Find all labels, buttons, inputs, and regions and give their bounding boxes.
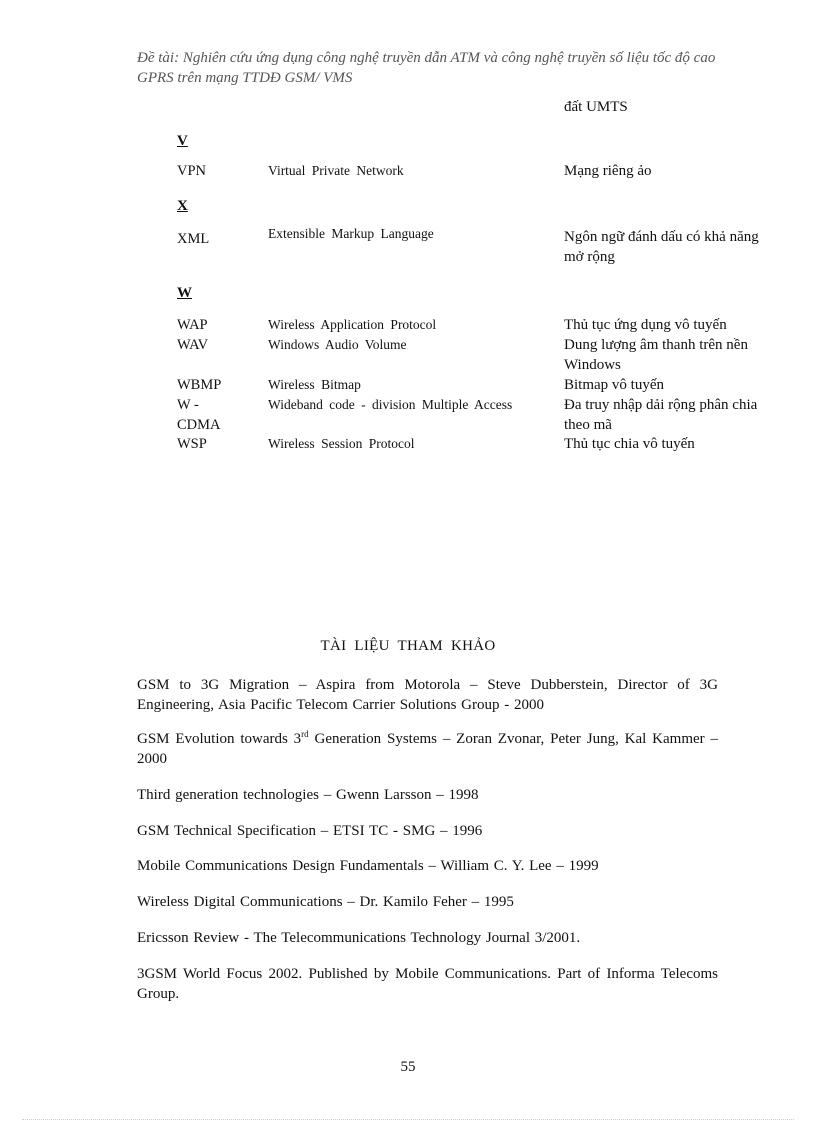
abbr-vietnamese: Mạng riêng ảo [564,163,652,179]
abbr-full-name: Wideband code - division Multiple Access [268,397,513,412]
reference-text: GSM Evolution towards 3 [137,731,302,747]
section-letter-x: X [177,198,188,214]
reference-item: Third generation technologies – Gwenn Larsson – 1998 [137,787,479,803]
abbr-code: W - CDMA [177,397,221,433]
abbr-code: XML [177,231,210,247]
abbr-code: WSP [177,436,207,452]
section-letter-w: W [177,285,192,301]
reference-item: GSM to 3G Migration – Aspira from Motorola – Steve Dubberstein, Director of 3G Engineering, Asia Pacific Telecom Carrier Solutions Group - 2000 [137,677,718,713]
abbr-vietnamese: Dung lượng âm thanh trên nền Windows [564,337,748,373]
abbr-vietnamese: Thủ tục ứng dụng vô tuyến [564,317,727,333]
reference-item: 3GSM World Focus 2002. Published by Mobile Communications. Part of Informa Telecoms Group. [137,966,718,1002]
abbr-full-name: Windows Audio Volume [268,337,407,352]
reference-item: GSM Technical Specification – ETSI TC - SMG – 1996 [137,823,483,839]
reference-superscript: rd [301,729,309,739]
abbr-vietnamese: Đa truy nhập dải rộng phân chia theo mã [564,397,758,433]
reference-item: Ericsson Review - The Telecommunications Technology Journal 3/2001. [137,930,581,946]
page-bottom-divider [22,1119,794,1120]
abbr-full-name: Wireless Session Protocol [268,436,415,451]
abbr-full-name: Virtual Private Network [268,163,404,178]
carryover-text: đất UMTS [564,99,628,115]
abbr-full-name: Extensible Markup Language [268,226,434,241]
abbr-code: WAP [177,317,208,333]
references-title: TÀI LIỆU THAM KHẢO [320,638,496,654]
reference-item [137,729,718,769]
abbr-vietnamese: Bitmap vô tuyến [564,377,664,393]
abbr-code: WBMP [177,377,222,393]
reference-item: Mobile Communications Design Fundamentals – William C. Y. Lee – 1999 [137,858,599,874]
abbr-full-name: Wireless Application Protocol [268,317,437,332]
abbr-code: VPN [177,163,207,179]
section-letter-v: V [177,133,188,149]
document-header: Đề tài: Nghiên cứu ứng dụng công nghệ truyền dẫn ATM và công nghệ truyền số liệu tốc độ cao GPRS trên mạng TTDĐ GSM/ VMS [137,50,716,86]
reference-item: Wireless Digital Communications – Dr. Kamilo Feher – 1995 [137,894,514,910]
abbr-vietnamese: Thủ tục chia vô tuyến [564,436,695,452]
abbr-full-name: Wireless Bitmap [268,377,361,392]
abbr-vietnamese: Ngôn ngữ đánh dấu có khả năng mở rộng [564,229,759,265]
page-number: 55 [400,1059,416,1075]
reference-text: Generation Systems – Zoran Zvonar, Peter Jung, Kal Kammer – 2000 [137,731,718,767]
abbr-code: WAV [177,337,209,353]
